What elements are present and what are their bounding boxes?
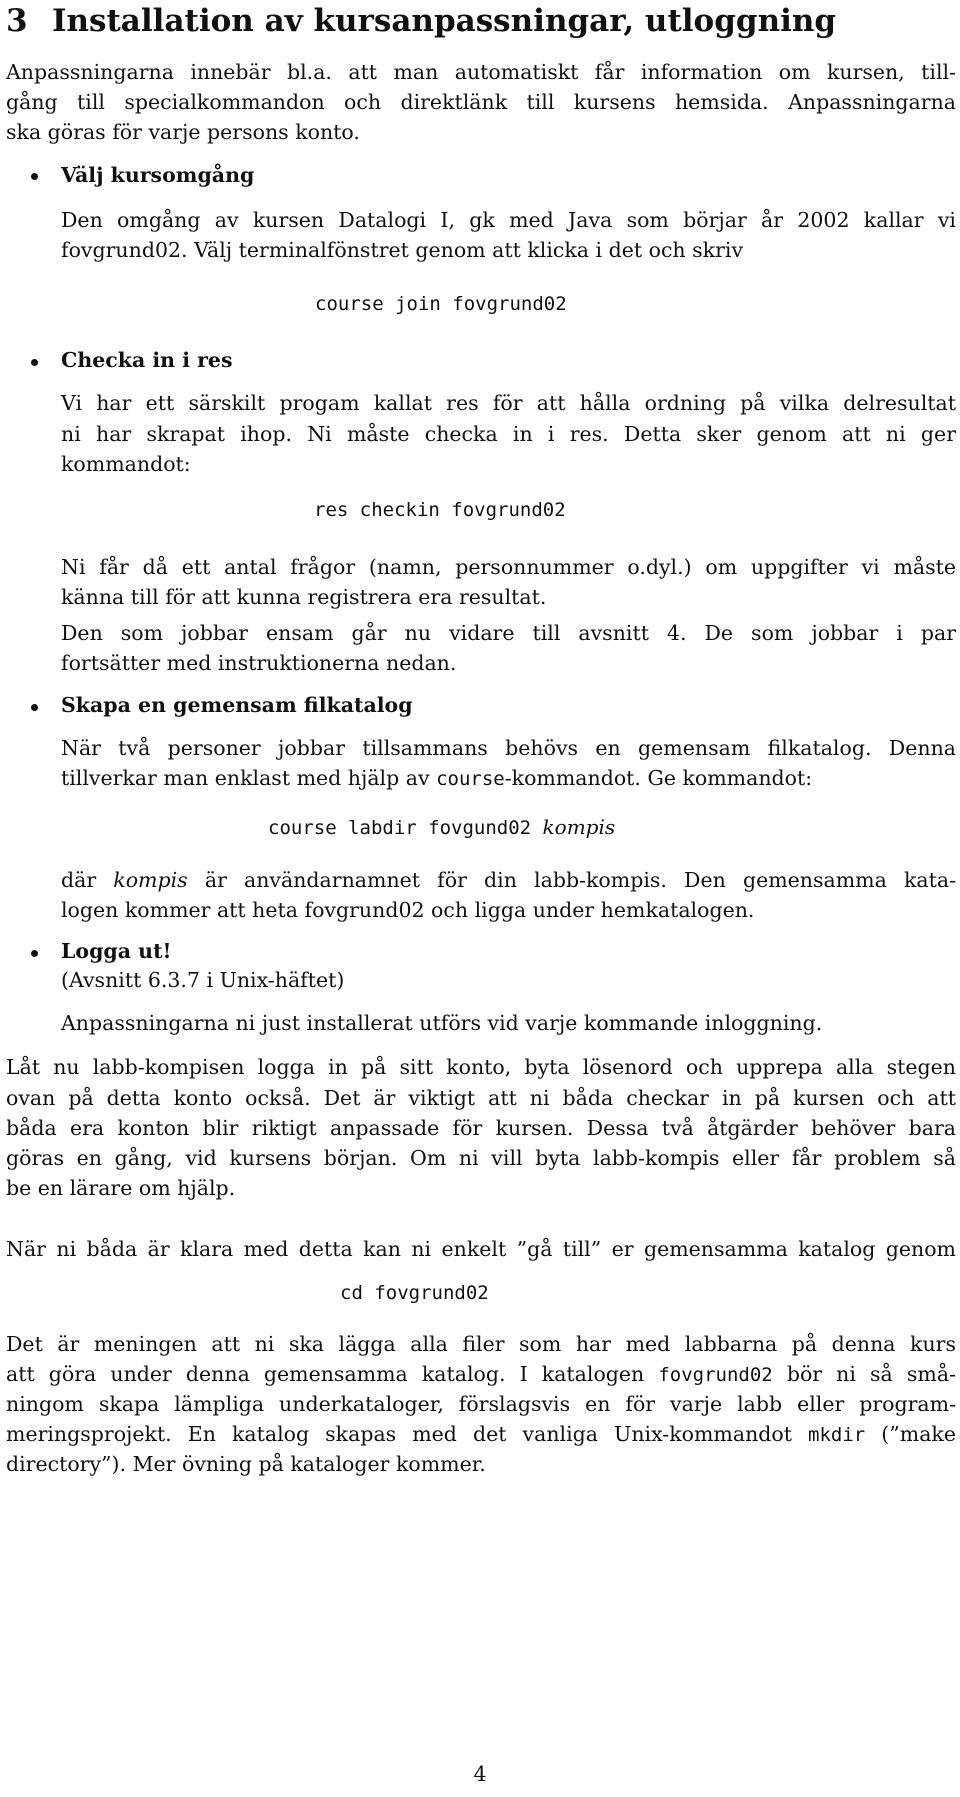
page-number: 4 [473, 1762, 487, 1786]
bullet-text-line: fortsätter med instruktionerna nedan. [61, 651, 457, 675]
bullet-icon [31, 704, 38, 711]
bullet-title: Logga ut! [61, 939, 172, 963]
bullet-text-line: Ni får då ett antal frågor (namn, personnummer o.dyl.) om uppgifter vi måste [61, 555, 956, 579]
bullet-text-line: logen kommer att heta fovgrund02 och ligga under hemkatalogen. [61, 898, 755, 922]
paragraph-line [6, 1424, 956, 1445]
code-text: course labdir fovgund02 [268, 817, 543, 839]
paragraph-line [6, 1364, 956, 1385]
bullet-text-line: kommandot: [61, 452, 191, 476]
command-code: cd fovgrund02 [340, 1282, 489, 1304]
inline-code: course [436, 768, 505, 790]
paragraph-line: directory”). Mer övning på kataloger kommer. [6, 1452, 486, 1476]
bullet-text-line: ni har skrapat ihop. Ni måste checka in i res. Detta sker genom att ni ger [61, 422, 956, 446]
inline-code: fovgrund02 [658, 1364, 773, 1386]
text-span: (”make [865, 1422, 956, 1446]
paragraph-line: ningom skapa lämpliga underkataloger, förslagsvis en för varje labb eller program- [6, 1392, 956, 1416]
bullet-text-line: Den som jobbar ensam går nu vidare till avsnitt 4. De som jobbar i par [61, 621, 956, 645]
inline-code: mkdir [808, 1424, 866, 1446]
text-span: tillverkar man enklast med hjälp av [61, 766, 437, 790]
text-span: är användarnamnet för din labb-kompis. Den gemensamma kata- [187, 868, 956, 892]
text-span: -kommandot. Ge kommandot: [504, 766, 813, 790]
bullet-text-line: Anpassningarna ni just installerat utförs vid varje kommande inloggning. [61, 1011, 823, 1035]
paragraph-line: göras en gång, vid kursens början. Om ni vill byta labb-kompis eller får problem så [6, 1146, 956, 1170]
bullet-text-line [61, 870, 956, 891]
paragraph-line: be en lärare om hjälp. [6, 1176, 236, 1200]
intro-line: ska göras för varje persons konto. [6, 120, 360, 144]
bullet-text-line: Vi har ett särskilt progam kallat res för att hålla ordning på vilka delresultat [61, 391, 956, 415]
command-code: res checkin fovgrund02 [314, 499, 566, 521]
bullet-icon [31, 173, 38, 180]
text-span: meringsprojekt. En katalog skapas med det vanliga Unix-kommandot [6, 1422, 809, 1446]
section-heading [6, 4, 836, 38]
italic-text: kompis [113, 868, 188, 892]
bullet-title: Checka in i res [61, 348, 233, 372]
intro-line: gång till specialkommandon och direktlänk till kursens hemsida. Anpassningarna [6, 90, 956, 114]
text-span: där [61, 868, 114, 892]
intro-line: Anpassningarna innebär bl.a. att man automatiskt får information om kursen, till- [6, 60, 956, 84]
bullet-text-line: känna till för att kunna registrera era resultat. [61, 585, 547, 609]
command-code: course join fovgrund02 [315, 293, 567, 315]
paragraph-line: båda era konton blir riktigt anpassade för kursen. Dessa två åtgärder behöver bara [6, 1116, 956, 1140]
bullet-title: Välj kursomgång [61, 163, 255, 187]
bullet-icon [31, 359, 38, 366]
bullet-text-line: När två personer jobbar tillsammans behövs en gemensam filkatalog. Denna [61, 736, 956, 760]
bullet-text-line [61, 768, 956, 789]
text-span: bör ni så små- [772, 1362, 956, 1386]
bullet-subtitle: (Avsnitt 6.3.7 i Unix-häftet) [61, 968, 345, 992]
bullet-text-line: Den omgång av kursen Datalogi I, gk med Java som börjar år 2002 kallar vi [61, 208, 956, 232]
bullet-icon [31, 950, 38, 957]
paragraph-line: ovan på detta konto också. Det är viktigt att ni båda checkar in på kursen och att [6, 1086, 956, 1110]
section-title: Installation av kursanpassningar, utloggning [52, 3, 837, 39]
bullet-title: Skapa en gemensam filkatalog [61, 693, 413, 717]
bullet-text-line: fovgrund02. Välj terminalfönstret genom att klicka i det och skriv [61, 238, 744, 262]
section-number: 3 [6, 3, 28, 39]
paragraph-line: Låt nu labb-kompisen logga in på sitt konto, byta lösenord och upprepa alla stegen [6, 1055, 956, 1079]
paragraph-line: När ni båda är klara med detta kan ni enkelt ”gå till” er gemensamma katalog genom [6, 1237, 956, 1261]
command-code [268, 817, 615, 838]
text-span: att göra under denna gemensamma katalog. I katalogen [6, 1362, 659, 1386]
paragraph-line: Det är meningen att ni ska lägga alla filer som har med labbarna på denna kurs [6, 1332, 956, 1356]
code-argument: kompis [542, 815, 616, 839]
